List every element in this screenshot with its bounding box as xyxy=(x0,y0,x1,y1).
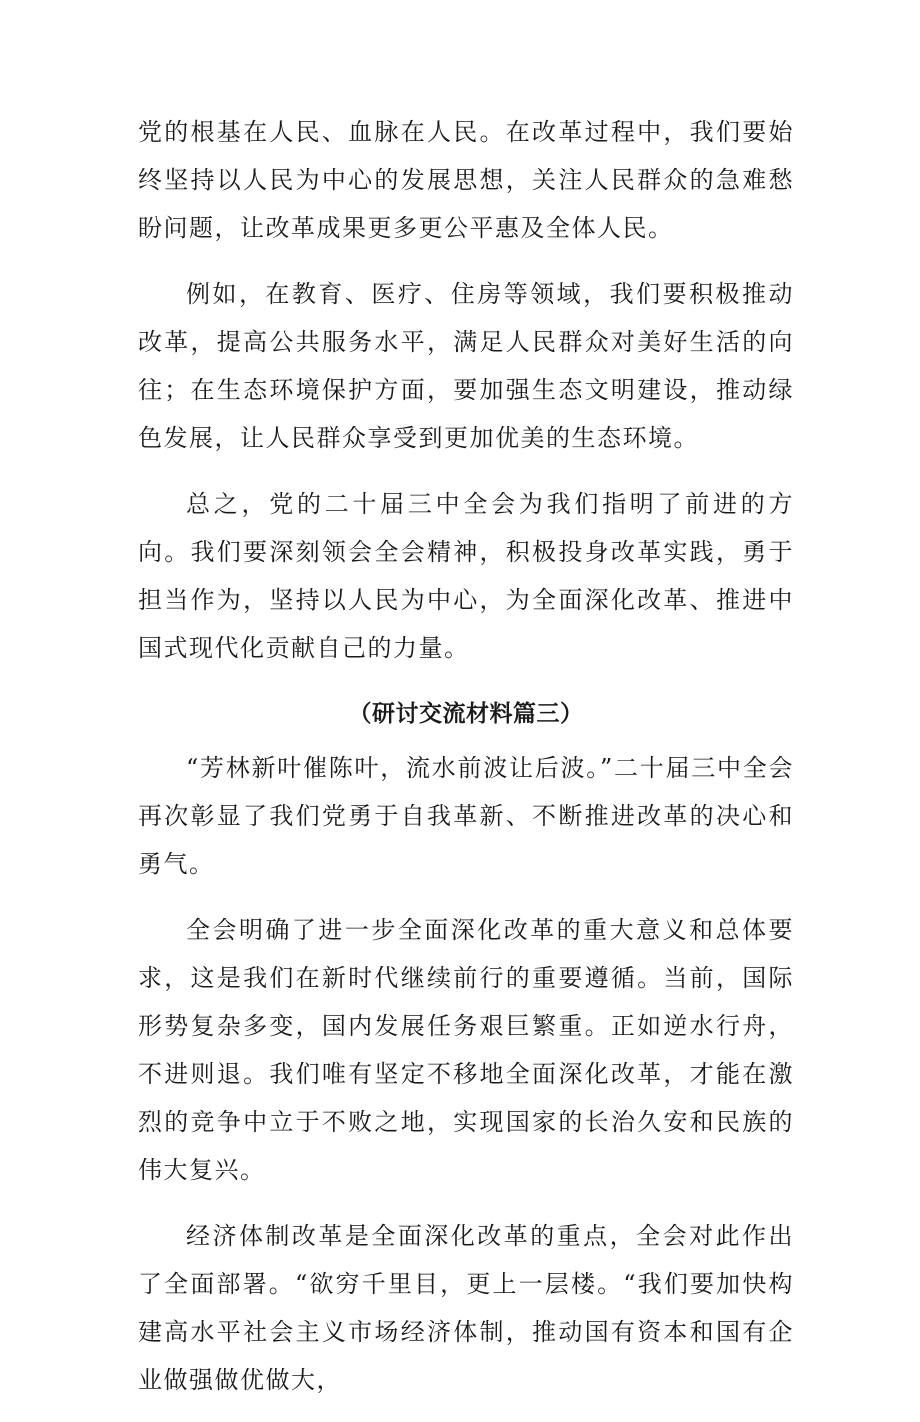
paragraph-example: 例如，在教育、医疗、住房等领域，我们要积极推动改革，提高公共服务水平，满足人民群众对美好生活的向往；在生态环境保护方面，要加强生态文明建设，推动绿色发展，让人民群众享受到更加优美的生态环境。 xyxy=(138,280,794,452)
paragraph-continuation: 党的根基在人民、血脉在人民。在改革过程中，我们要始终坚持以人民为中心的发展思想，关注人民群众的急难愁盼问题，让改革成果更多更公平惠及全体人民。 xyxy=(138,118,794,242)
paragraph-significance: 全会明确了进一步全面深化改革的重大意义和总体要求，这是我们在新时代继续前行的重要遵循。当前，国际形势复杂多变，国内发展任务艰巨繁重。正如逆水行舟，不进则退。我们唯有坚定不移地全面深化改革，才能在激烈的竞争中立于不败之地，实现国家的长治久安和民族的伟大复兴。 xyxy=(138,916,794,1184)
section-heading: （研讨交流材料篇三） xyxy=(348,701,584,727)
paragraph-conclusion: 总之，党的二十届三中全会为我们指明了前进的方向。我们要深刻领会全会精神，积极投身改革实践，勇于担当作为，坚持以人民为中心，为全面深化改革、推进中国式现代化贡献自己的力量。 xyxy=(138,490,794,662)
paragraph-quote-opening: “芳林新叶催陈叶，流水前波让后波。”二十届三中全会再次彰显了我们党勇于自我革新、不断推进改革的决心和勇气。 xyxy=(138,754,794,878)
paragraph-economic-reform: 经济体制改革是全面深化改革的重点，全会对此作出了全面部署。“欲穷千里目，更上一层楼。“我们要加快构建高水平社会主义市场经济体制，推动国有资本和国有企业做强做优做大， xyxy=(138,1222,794,1394)
document-body xyxy=(138,108,794,1422)
